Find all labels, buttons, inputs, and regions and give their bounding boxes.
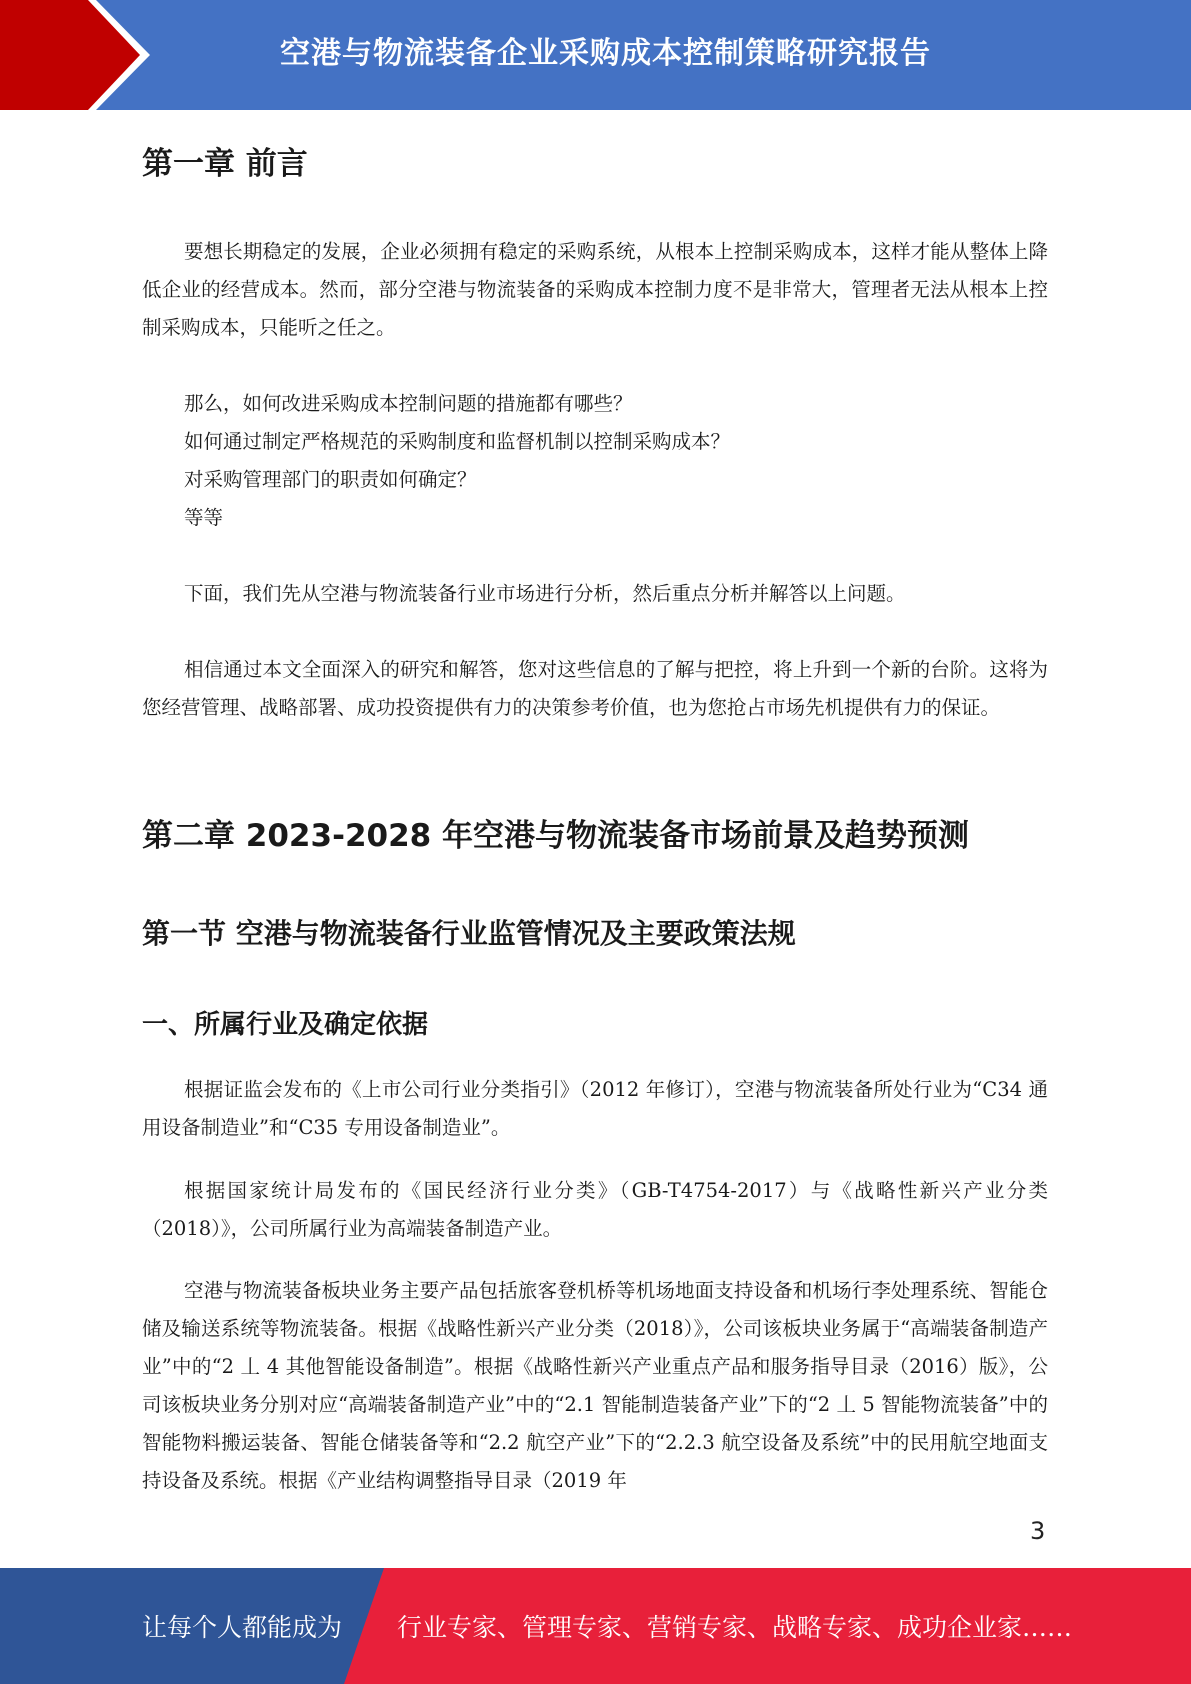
section-1-title: 第一节 空港与物流装备行业监管情况及主要政策法规 [142,917,796,950]
question-1: 那么，如何改进采购成本控制问题的措施都有哪些？ [184,392,633,415]
footer-slogan-right: 行业专家、管理专家、营销专家、战略专家、成功企业家…… [397,1613,1073,1642]
chapter-1-paragraph-2: 下面，我们先从空港与物流装备行业市场进行分析，然后重点分析并解答以上问题。 [184,582,906,605]
footer-slogan-left: 让每个人都能成为 [142,1613,343,1642]
chapter-1-paragraph-1: 要想长期稳定的发展，企业必须拥有稳定的采购系统，从根本上控制采购成本，这样才能从整体上降低企业的经营成本。然而，部分空港与物流装备的采购成本控制力度不是非常大，管理者无法从根本上控制采购成本，只能听之任之。 [142,240,1048,339]
chapter-2-paragraph-1: 根据证监会发布的《上市公司行业分类指引》（2012 年修订），空港与物流装备所处行业为“C34 通用设备制造业”和“C35 专用设备制造业”。 [142,1078,1048,1139]
question-2: 如何通过制定严格规范的采购制度和监督机制以控制采购成本？ [184,430,731,453]
chapter-1-title: 第一章 前言 [142,146,308,182]
chapter-2-title: 第二章 2023-2028 年空港与物流装备市场前景及趋势预测 [142,818,970,854]
footer-banner [0,1568,1191,1684]
report-title: 空港与物流装备企业采购成本控制策略研究报告 [280,36,931,71]
header-banner [0,0,1191,110]
chapter-2-paragraph-2: 根据国家统计局发布的《国民经济行业分类》（GB-T4754-2017）与《战略性新兴产业分类（2018）》，公司所属行业为高端装备制造产业。 [142,1179,1048,1240]
question-3: 对采购管理部门的职责如何确定？ [184,468,477,491]
page-number: 3 [1030,1517,1046,1545]
chapter-1-paragraph-3: 相信通过本文全面深入的研究和解答，您对这些信息的了解与把控，将上升到一个新的台阶。这将为您经营管理、战略部署、成功投资提供有力的决策参考价值，也为您抢占市场先机提供有力的保证。 [142,658,1048,719]
question-etc: 等等 [184,506,224,529]
chapter-2-paragraph-3: 空港与物流装备板块业务主要产品包括旅客登机桥等机场地面支持设备和机场行李处理系统、智能仓储及输送系统等物流装备。根据《战略性新兴产业分类（2018）》，公司该板块业务属于“高端装备制造产业”中的“2 丄 4 其他智能设备制造”。根据《战略性新兴产业重点产品和服务指导目录（2016）版》，公司该板块业务分别对应“高端装备制造产业”中的“2.1 智能制造装备产业”下的“2 丄 5 智能物流装备”中的智能物料搬运装备、智能仓储装备等和“2.2 航空产业”下的“2.2.3 航空设备及系统”中的民用航空地面支持设备及系统。根据《产业结构调整指导目录（2019 年 [142,1279,1048,1492]
subsection-1-title: 一、所属行业及确定依据 [142,1010,429,1040]
